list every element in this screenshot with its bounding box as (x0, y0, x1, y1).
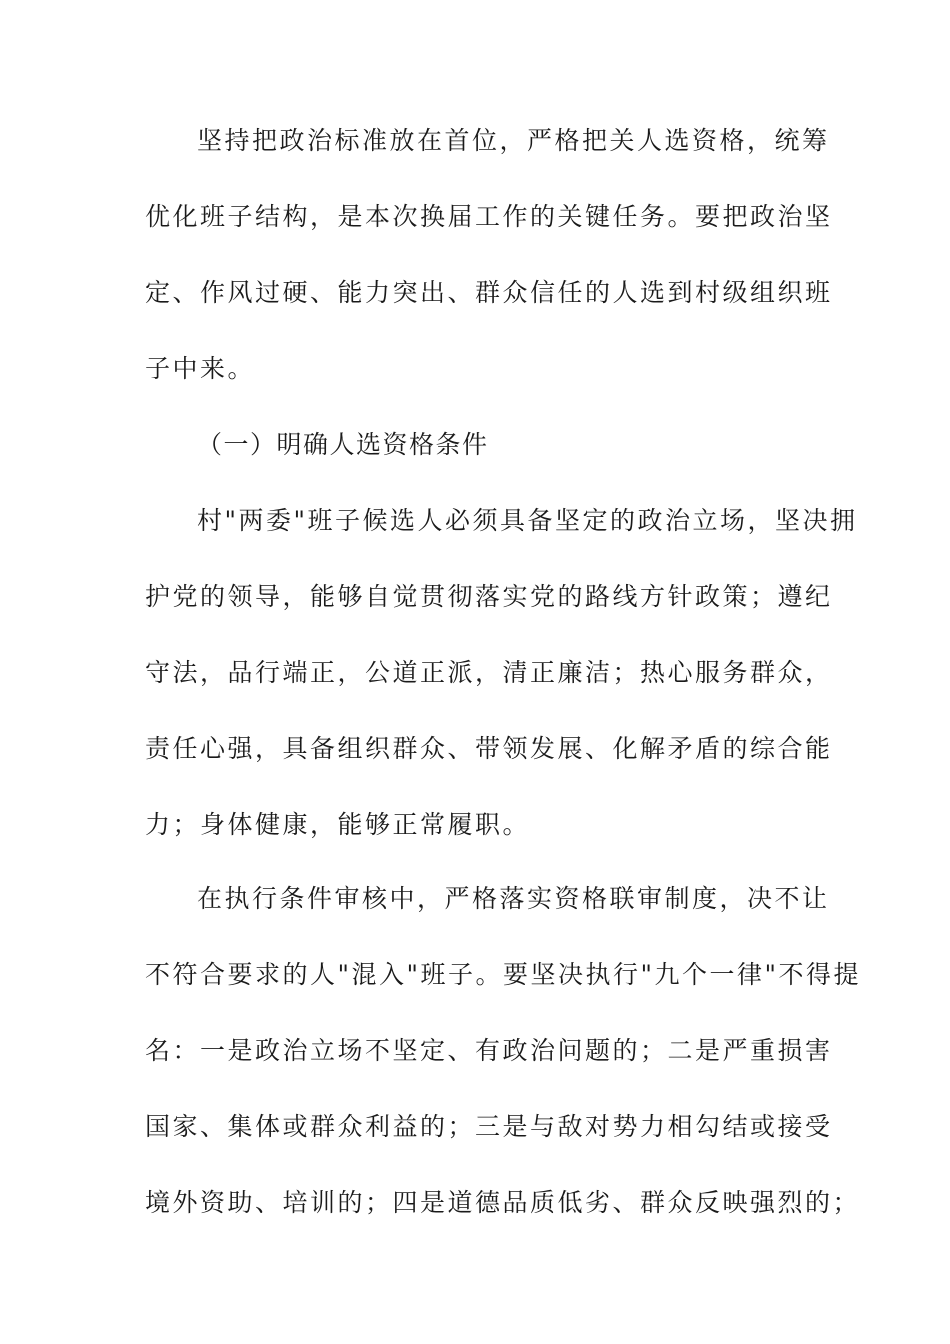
section-heading: （一）明确人选资格条件 (197, 430, 489, 459)
paragraph-3-line-1: 在执行条件审核中，严格落实资格联审制度，决不让 (197, 884, 830, 913)
paragraph-2-line-2: 护党的领导，能够自觉贯彻落实党的路线方针政策；遵纪 (145, 582, 833, 611)
paragraph-1-line-3: 定、作风过硬、能力突出、群众信任的人选到村级组织班 (145, 278, 833, 307)
paragraph-3-line-2: 不符合要求的人"混入"班子。要坚决执行"九个一律"不得提 (145, 960, 861, 989)
paragraph-1-line-4: 子中来。 (145, 354, 256, 383)
paragraph-2-line-4: 责任心强，具备组织群众、带领发展、化解矛盾的综合能 (145, 734, 833, 763)
paragraph-2-line-3: 守法，品行端正，公道正派，清正廉洁；热心服务群众， (145, 658, 833, 687)
paragraph-3-line-5: 境外资助、培训的；四是道德品质低劣、群众反映强烈的； (145, 1188, 861, 1217)
paragraph-2-line-5: 力；身体健康，能够正常履职。 (145, 810, 531, 839)
paragraph-1-line-1: 坚持把政治标准放在首位，严格把关人选资格，统筹 (197, 126, 830, 155)
paragraph-3-line-4: 国家、集体或群众利益的；三是与敌对势力相勾结或接受 (145, 1112, 833, 1141)
paragraph-1-line-2: 优化班子结构，是本次换届工作的关键任务。要把政治坚 (145, 202, 833, 231)
paragraph-3-line-3: 名：一是政治立场不坚定、有政治问题的；二是严重损害 (145, 1036, 833, 1065)
paragraph-2-line-1: 村"两委"班子候选人必须具备坚定的政治立场，坚决拥 (197, 506, 858, 535)
